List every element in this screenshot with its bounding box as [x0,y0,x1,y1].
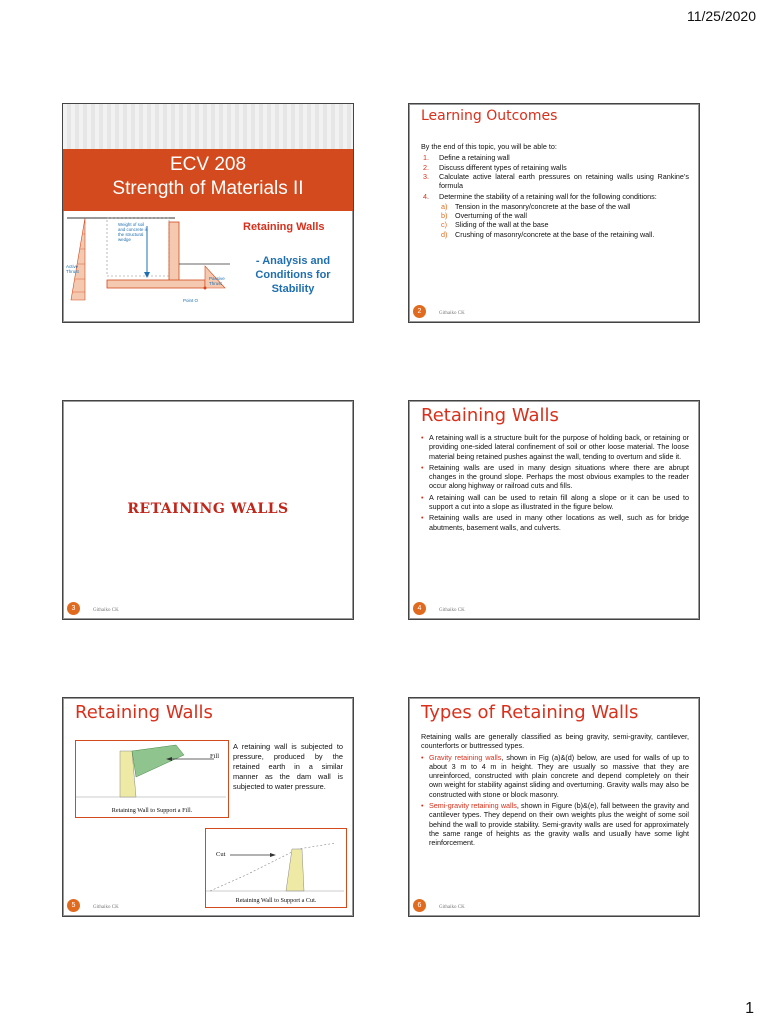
cut-wall-illustration [206,829,346,907]
slide-1-title [62,103,354,323]
list-item: • Retaining walls are used in many design situations where there are abrupt changes in the ground slope. Perhaps the most obvious examples to the reader occur along highway or railroad cuts and fills. [421,462,689,491]
list-item: 3. Calculate active lateral earth pressures on retaining walls using Rankine’s formula [423,171,689,191]
slide-4-retaining-walls [408,400,700,620]
slide-number-badge: 3 [67,602,80,615]
page-number: 1 [745,1000,754,1017]
list-item: • Retaining walls are used in many other locations as well, such as for bridge abutments, basement walls, and culverts. [421,513,689,532]
intro-text: Retaining walls are generally classified as being gravity, semi-gravity, cantilever, counterforts or buttressed types. [421,732,689,751]
slide-5-retaining-walls [62,697,354,917]
page-date: 11/25/2020 [686,8,756,24]
list-item: 4. Determine the stability of a retaining wall for the following conditions: [423,192,657,202]
point-o-label: Point O [183,298,199,303]
slide-number-badge: 2 [413,305,426,318]
outcomes-body [421,142,689,239]
section-title: RETAINING WALLS [127,501,289,517]
sub-list-item: b) Overturning of the wall [441,211,527,221]
types-body [421,732,689,850]
list-item: • A retaining wall can be used to retain fill along a slope or it can be used to support a cut into a slope as illustrated in the figure below. [421,492,689,512]
course-title: Strength of Materials II [112,178,304,199]
title-banner [63,149,353,211]
cut-figure [205,828,347,908]
course-code: ECV 208 [169,154,247,175]
slide-2-learning-outcomes [408,103,700,323]
slide-number-badge: 5 [67,899,80,912]
intro-text: By the end of this topic, you will be able to: [421,142,557,151]
sub-list-item: a) Tension in the masonry/concrete at the base of the wall [441,201,631,211]
pressure-paragraph: A retaining wall is subjected to pressure, produced by the retained earth in a similar manner as the dam wall is subjected to water pressure. [233,742,343,791]
fill-figure [75,740,229,818]
sub-list-item: c) Sliding of the wall at the base [441,220,549,230]
slide-title: Learning Outcomes [421,108,558,124]
slide-6-types-of-retaining-walls [408,697,700,917]
list-item: 2. Discuss different types of retaining walls [423,162,567,172]
list-item: • A retaining wall is a structure built for the purpose of holding back, or retaining or providing one-sided lateral confinement of soil or other loose material. The loose material being retained pushes against the wall, tending to overturn and slide it. [421,433,689,461]
slide-number-badge: 6 [413,899,426,912]
author: Githaiko CK [93,905,119,910]
weight-label: Weight of soil and concrete is the structural wedge [118,222,148,242]
bullet-list [421,753,689,848]
active-thrust-label: Active Thrust [66,264,79,274]
author: Githaiko CK [439,905,465,910]
retaining-wall-diagram [65,214,235,314]
slide-title: Types of Retaining Walls [421,702,639,723]
slide-title: Retaining Walls [421,405,559,426]
list-item: • Gravity retaining walls, shown in Fig (a)&(d) below, are used for walls of up to about 3 m to 4 m in height. They are usually so massive that they are unreinforced, constructed with plain concrete and depend completely on their own weight for stability against sliding and overturning. Gravity walls may also be constructed with stone or block masonry. [421,752,689,799]
author: Githaiko CK [439,608,465,613]
cut-label: Cut [216,851,226,858]
sub-list-item: d) Crushing of masonry/concrete at the base of the retaining wall. [441,229,655,239]
definition-body [421,433,689,534]
passive-thrust-label: Passive Thrust [209,276,225,286]
slide-3-section [62,400,354,620]
fill-label: Fill [210,753,220,760]
bullet-list [421,433,689,532]
topic-title: Retaining Walls [243,221,325,233]
slide-header-stripes [63,104,353,149]
fill-wall-illustration [76,741,228,817]
author: Githaiko CK [93,608,119,613]
slide-number-badge: 4 [413,602,426,615]
outcomes-list [421,153,689,239]
fill-caption: Retaining Wall to Support a Fill. [111,807,193,814]
list-item: • Semi-gravity retaining walls, shown in Figure (b)&(e), fall between the gravity and cantilever types. They depend on their own weights plus the weight of some soil behind the wall to provide stability. Semi-gravity walls are used for approximately the same range of heights as the gravity walls and usually have some light reinforcement. [421,801,689,848]
author: Githaiko CK [439,311,465,316]
cut-caption: Retaining Wall to Support a Cut. [235,897,317,904]
slide-title: Retaining Walls [75,702,213,723]
topic-subtitle: - Analysis and Conditions for Stability [255,255,331,295]
list-item: 1. Define a retaining wall [423,153,510,163]
